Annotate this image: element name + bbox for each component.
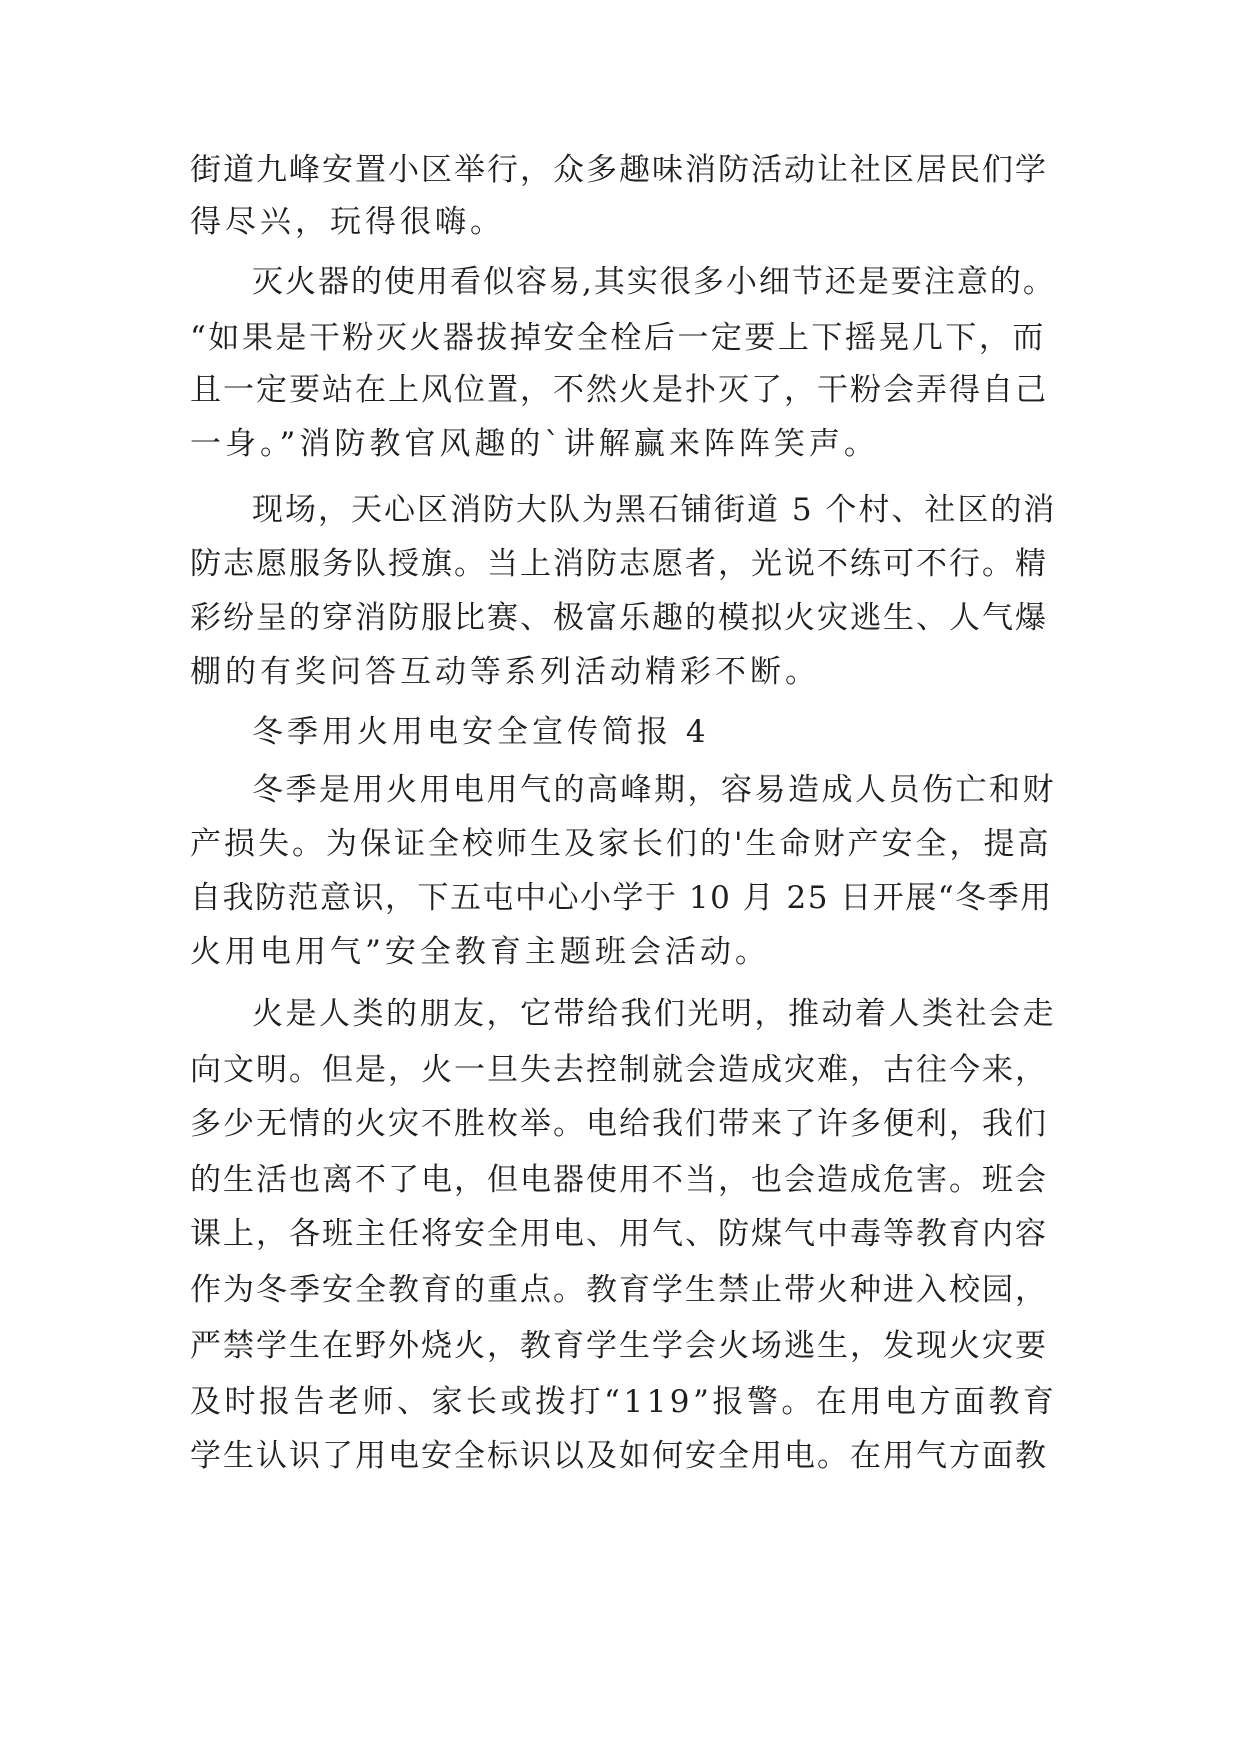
text-line: 冬季是用火用电用气的高峰期，容易造成人员伤亡和财 [252,772,1056,808]
text-line: 火用电用气”安全教育主题班会活动。 [190,934,770,970]
section-heading: 冬季用火用电安全宣传简报 4 [252,714,710,750]
text-line: 向文明。但是，火一旦失去控制就会造成灾难，古往今来， [190,1052,1048,1088]
text-line: 现场，天心区消防大队为黑石铺街道 5 个村、社区的消 [252,492,1057,528]
text-line: 得尽兴，玩得很嗨。 [190,204,505,240]
text-line: 多少无情的火灾不胜枚举。电给我们带来了许多便利，我们 [190,1106,1048,1142]
text-line: 一身。”消防教官风趣的`讲解赢来阵阵笑声。 [190,426,879,462]
text-line: 防志愿服务队授旗。当上消防志愿者，光说不练可不行。精 [190,546,1048,582]
text-line: 课上，各班主任将安全用电、用气、防煤气中毒等教育内容 [190,1216,1048,1252]
text-line: 严禁学生在野外烧火，教育学生学会火场逃生，发现火灾要 [190,1328,1048,1364]
text-line: 火是人类的朋友，它带给我们光明，推动着人类社会走 [252,996,1056,1032]
text-line: “如果是干粉灭火器拔掉安全栓后一定要上下摇晃几下，而 [190,320,1046,356]
text-line: 棚的有奖问答互动等系列活动精彩不断。 [190,654,820,690]
text-line: 灭火器的使用看似容易,其实很多小细节还是要注意的。 [252,264,1056,300]
text-line: 彩纷呈的穿消防服比赛、极富乐趣的模拟火灾逃生、人气爆 [190,600,1048,636]
text-line: 学生认识了用电安全标识以及如何安全用电。在用气方面教 [190,1438,1048,1474]
text-line: 且一定要站在上风位置，不然火是扑灭了，干粉会弄得自己 [190,372,1048,408]
text-line: 街道九峰安置小区举行，众多趣味消防活动让社区居民们学 [190,152,1048,188]
text-line: 自我防范意识，下五屯中心小学于 10 月 25 日开展“冬季用 [190,880,1053,916]
text-line: 的生活也离不了电，但电器使用不当，也会造成危害。班会 [190,1162,1048,1198]
text-line: 及时报告老师、家长或拨打“119”报警。在用电方面教育 [190,1384,1058,1420]
text-line: 产损失。为保证全校师生及家长们的'生命财产安全，提高 [190,826,1052,862]
text-line: 作为冬季安全教育的重点。教育学生禁止带火种进入校园， [190,1272,1048,1308]
